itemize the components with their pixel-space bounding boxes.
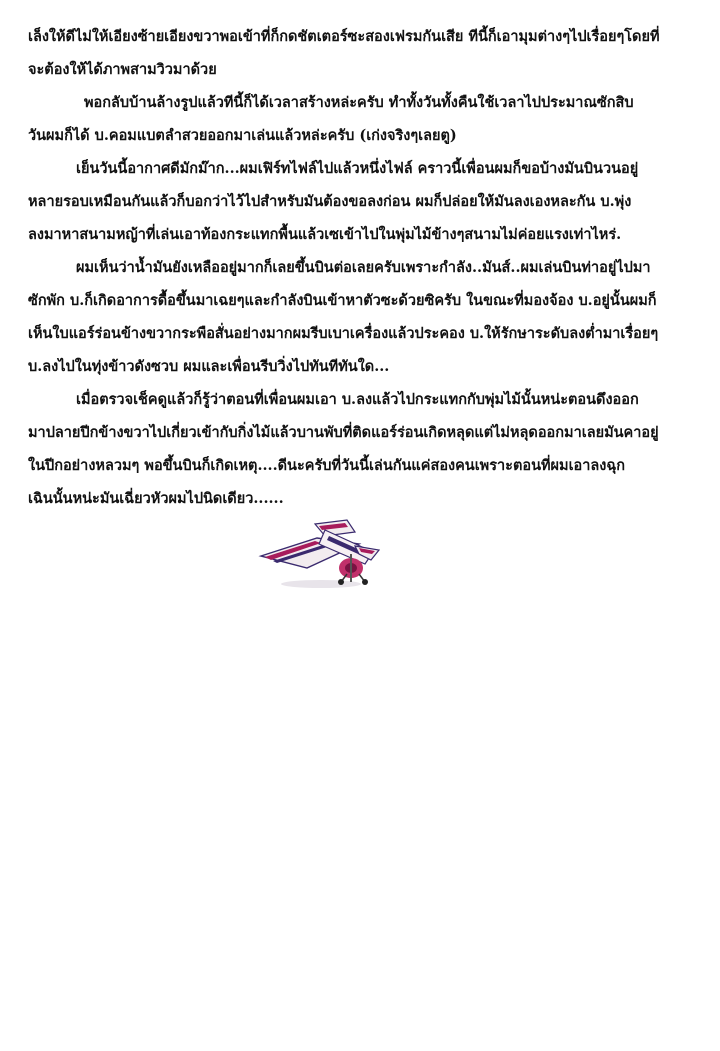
paragraph-start-line: เมื่อตรวจเช็คดูแล้วก็รู้ว่าตอนที่เพื่อนผมเอา บ.ลงแล้วไปกระแทกกับพุ่มไม้นั้นหน่ะตอนดึงออก <box>76 391 639 408</box>
rc-airplane-image <box>255 516 385 592</box>
paragraph-start-line: ผมเห็นว่าน้ำมันยังเหลืออยู่มากก็เลยขึ้นบินต่อเลยครับเพราะกำลัง..มันส์..ผมเล่นบินท่าอยู่ไปมา <box>76 259 651 276</box>
text-line: จะต้องให้ได้ภาพสามวิวมาด้วย <box>28 61 217 78</box>
text-line: ในปีกอย่างหลวมๆ พอขึ้นบินก็เกิดเหตุ....ดีนะครับที่วันนี้เล่นกันแค่สองคนเพราะตอนที่ผมเอาลงฉุก <box>28 457 626 474</box>
text-line: วันผมก็ได้ บ.คอมแบตลำสวยออกมาเล่นแล้วหล่ะครับ (เก่งจริงๆเลยตู) <box>28 127 457 144</box>
text-line: เฉินนั้นหน่ะมันเฉี่ยวหัวผมไปนิดเดียว...... <box>28 490 284 507</box>
paragraph-start-line: เย็นวันนี้อากาศดีมักม๊าก...ผมเฟิร์ทไฟล์ไปแล้วหนึ่งไฟล์ คราวนี้เพื่อนผมก็ขอบ้างมันบินวนอยู่ <box>76 160 639 177</box>
rc-airplane-icon <box>255 516 385 592</box>
text-line: ลงมาหาสนามหญ้าที่เล่นเอาท้องกระแทกพื้นแล้วเซเข้าไปในพุ่มไม้ข้างๆสนามไม่ค่อยแรงเท่าไหร่. <box>28 226 622 243</box>
text-line: บ.ลงไปในทุ่งข้าวดังซวบ ผมและเพื่อนรีบวิ่งไปทันทีทันใด... <box>28 358 390 375</box>
text-line: เห็นใบแอร์ร่อนข้างขวากระพือสั่นอย่างมากผมรีบเบาเครื่องแล้วประคอง บ.ให้รักษาระดับลงต่ำมาเรื่อยๆ <box>28 325 659 342</box>
text-line: เล็งให้ดีไม่ให้เอียงซ้ายเอียงขวาพอเข้าที่ก็กดชัตเตอร์ซะสองเฟรมกันเสีย ทีนี้ก็เอามุมต่างๆไปเรื่อยๆโดยที่ <box>28 28 660 45</box>
text-line: มาปลายปีกข้างขวาไปเกี่ยวเข้ากับกิ่งไม้แล้วบานพับที่ติดแอร์ร่อนเกิดหลุดแต่ไม่หลุดออกมาเลยมันคาอยู่ <box>28 424 659 441</box>
paragraph-start-line: พอกลับบ้านล้างรูปแล้วทีนี้ก็ได้เวลาสร้างหล่ะครับ ทำทั้งวันทั้งคืนใช้เวลาไปประมาณซักสิบ <box>84 94 634 111</box>
article-body <box>28 20 690 515</box>
text-line: หลายรอบเหมือนกันแล้วก็บอกว่าไว้ไปสำหรับมันต้องขอลงก่อน ผมก็ปล่อยให้มันลงเองหละกัน บ.พุ่ง <box>28 193 632 210</box>
text-line: ซักพัก บ.ก็เกิดอาการดื้อขึ้นมาเฉยๆและกำลังบินเข้าหาตัวซะด้วยซิครับ ในขณะที่มองจ้อง บ.อยู่นั้นผมก็ <box>28 292 657 309</box>
